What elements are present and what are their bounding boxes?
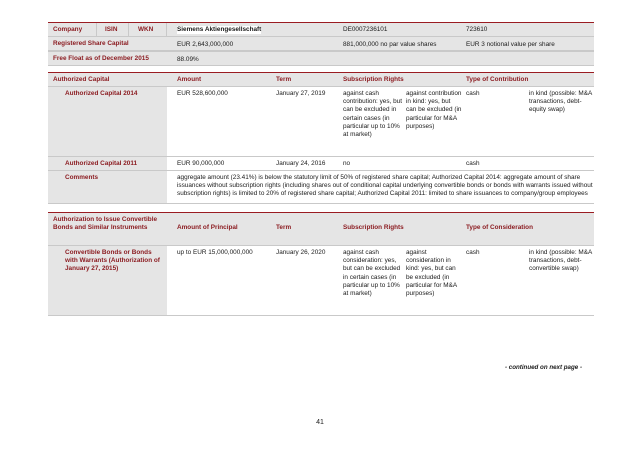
- authorized-capital-2014-contrib-kind: in kind (possible: M&A transactions, debt-equity swap): [529, 90, 592, 114]
- authorized-capital-2014-amount: EUR 528,600,000: [177, 90, 228, 97]
- convertible-heading: Authorization to Issue Convertible Bonds and Similar Instruments: [53, 216, 158, 232]
- convertible-bonds-row: [48, 246, 594, 316]
- comments-row: [48, 171, 594, 204]
- convertible-bonds-amount: up to EUR 15,000,000,000: [177, 249, 253, 256]
- wkn-value: 723610: [466, 26, 488, 33]
- divider: [166, 23, 167, 36]
- comments-text: aggregate amount (23.41%) is below the statutory limit of 50% of registered share capital; Authorized Capital 2014: aggregate amount of share issuances without subscription rights (including shares out of conditional capital underlying convertible bonds or bonds with warrants issued without subscription rights) is limited to 20% of registered share capital; Authorized Capital 2011: limited to share issuances to company/group employees: [177, 174, 593, 198]
- contribution-heading: Type of Contribution: [466, 76, 529, 83]
- authorized-capital-2011-row: [48, 157, 594, 171]
- authorized-capital-header: [48, 72, 594, 87]
- convertible-bonds-term: January 26, 2020: [276, 249, 326, 256]
- page-number: 41: [316, 419, 324, 426]
- convertible-bonds-label: Convertible Bonds or Bonds with Warrants (Authorization of January 27, 2015): [65, 249, 160, 273]
- summary-table: [48, 22, 594, 316]
- authorized-capital-2014-contrib-cash: cash: [466, 90, 480, 97]
- convertible-consid-cash: cash: [466, 249, 480, 256]
- notional-value: EUR 3 notional value per share: [466, 41, 555, 48]
- isin-value: DE0007236101: [343, 26, 388, 33]
- authorized-capital-2011-contrib: cash: [466, 160, 480, 167]
- subscription-rights-heading: Subscription Rights: [343, 76, 404, 83]
- authorized-capital-2011-amount: EUR 90,000,000: [177, 160, 225, 167]
- amount-heading: Amount: [177, 76, 202, 83]
- registered-shares: 881,000,000 no par value shares: [343, 41, 437, 48]
- divider: [96, 23, 97, 36]
- registered-capital-label: Registered Share Capital: [53, 40, 129, 47]
- authorized-capital-2014-rights-cash: against cash contribution: yes, but can be excluded in certain cases (in particular up to 10% at market): [343, 90, 402, 139]
- consideration-heading: Type of Consideration: [466, 224, 533, 231]
- convertible-consid-kind: in kind (possible: M&A transactions, debt-convertible swap): [529, 249, 592, 273]
- authorized-capital-2014-term: January 27, 2019: [276, 90, 326, 97]
- convertible-term-heading: Term: [276, 224, 292, 231]
- convertible-rights-heading: Subscription Rights: [343, 224, 404, 231]
- free-float-row: [48, 52, 594, 66]
- authorized-capital-2011-label: Authorized Capital 2011: [65, 160, 138, 167]
- authorized-capital-2014-row: [48, 87, 594, 157]
- company-name: Siemens Aktiengesellschaft: [177, 26, 262, 33]
- free-float-label: Free Float as of December 2015: [53, 55, 149, 62]
- convertible-header: [48, 212, 594, 246]
- company-label: Company: [53, 26, 83, 33]
- isin-label: ISIN: [105, 26, 118, 33]
- authorized-capital-2014-label: Authorized Capital 2014: [65, 90, 138, 97]
- convertible-rights-kind: against consideration in kind: yes, but can be excluded (in particular for M&A purposes): [406, 249, 457, 298]
- authorized-capital-2014-rights-kind: against contribution in kind: yes, but can be excluded (in particular for M&A purposes): [406, 90, 462, 130]
- authorized-capital-2011-rights: no: [343, 160, 351, 167]
- term-heading: Term: [276, 76, 292, 83]
- authorized-capital-2011-term: January 24, 2016: [276, 160, 326, 167]
- divider: [128, 23, 129, 36]
- convertible-rights-cash: against cash consideration: yes, but can be excluded in certain cases (in particular up to 10% at market): [343, 249, 401, 298]
- wkn-label: WKN: [138, 26, 154, 33]
- principal-heading: Amount of Principal: [177, 224, 238, 231]
- company-header-row: [48, 22, 594, 37]
- comments-label: Comments: [65, 174, 99, 181]
- free-float-value: 88.09%: [177, 56, 199, 63]
- authorized-capital-heading: Authorized Capital: [53, 76, 110, 83]
- continued-note: - continued on next page -: [505, 364, 582, 371]
- registered-capital-amount: EUR 2,643,000,000: [177, 41, 234, 48]
